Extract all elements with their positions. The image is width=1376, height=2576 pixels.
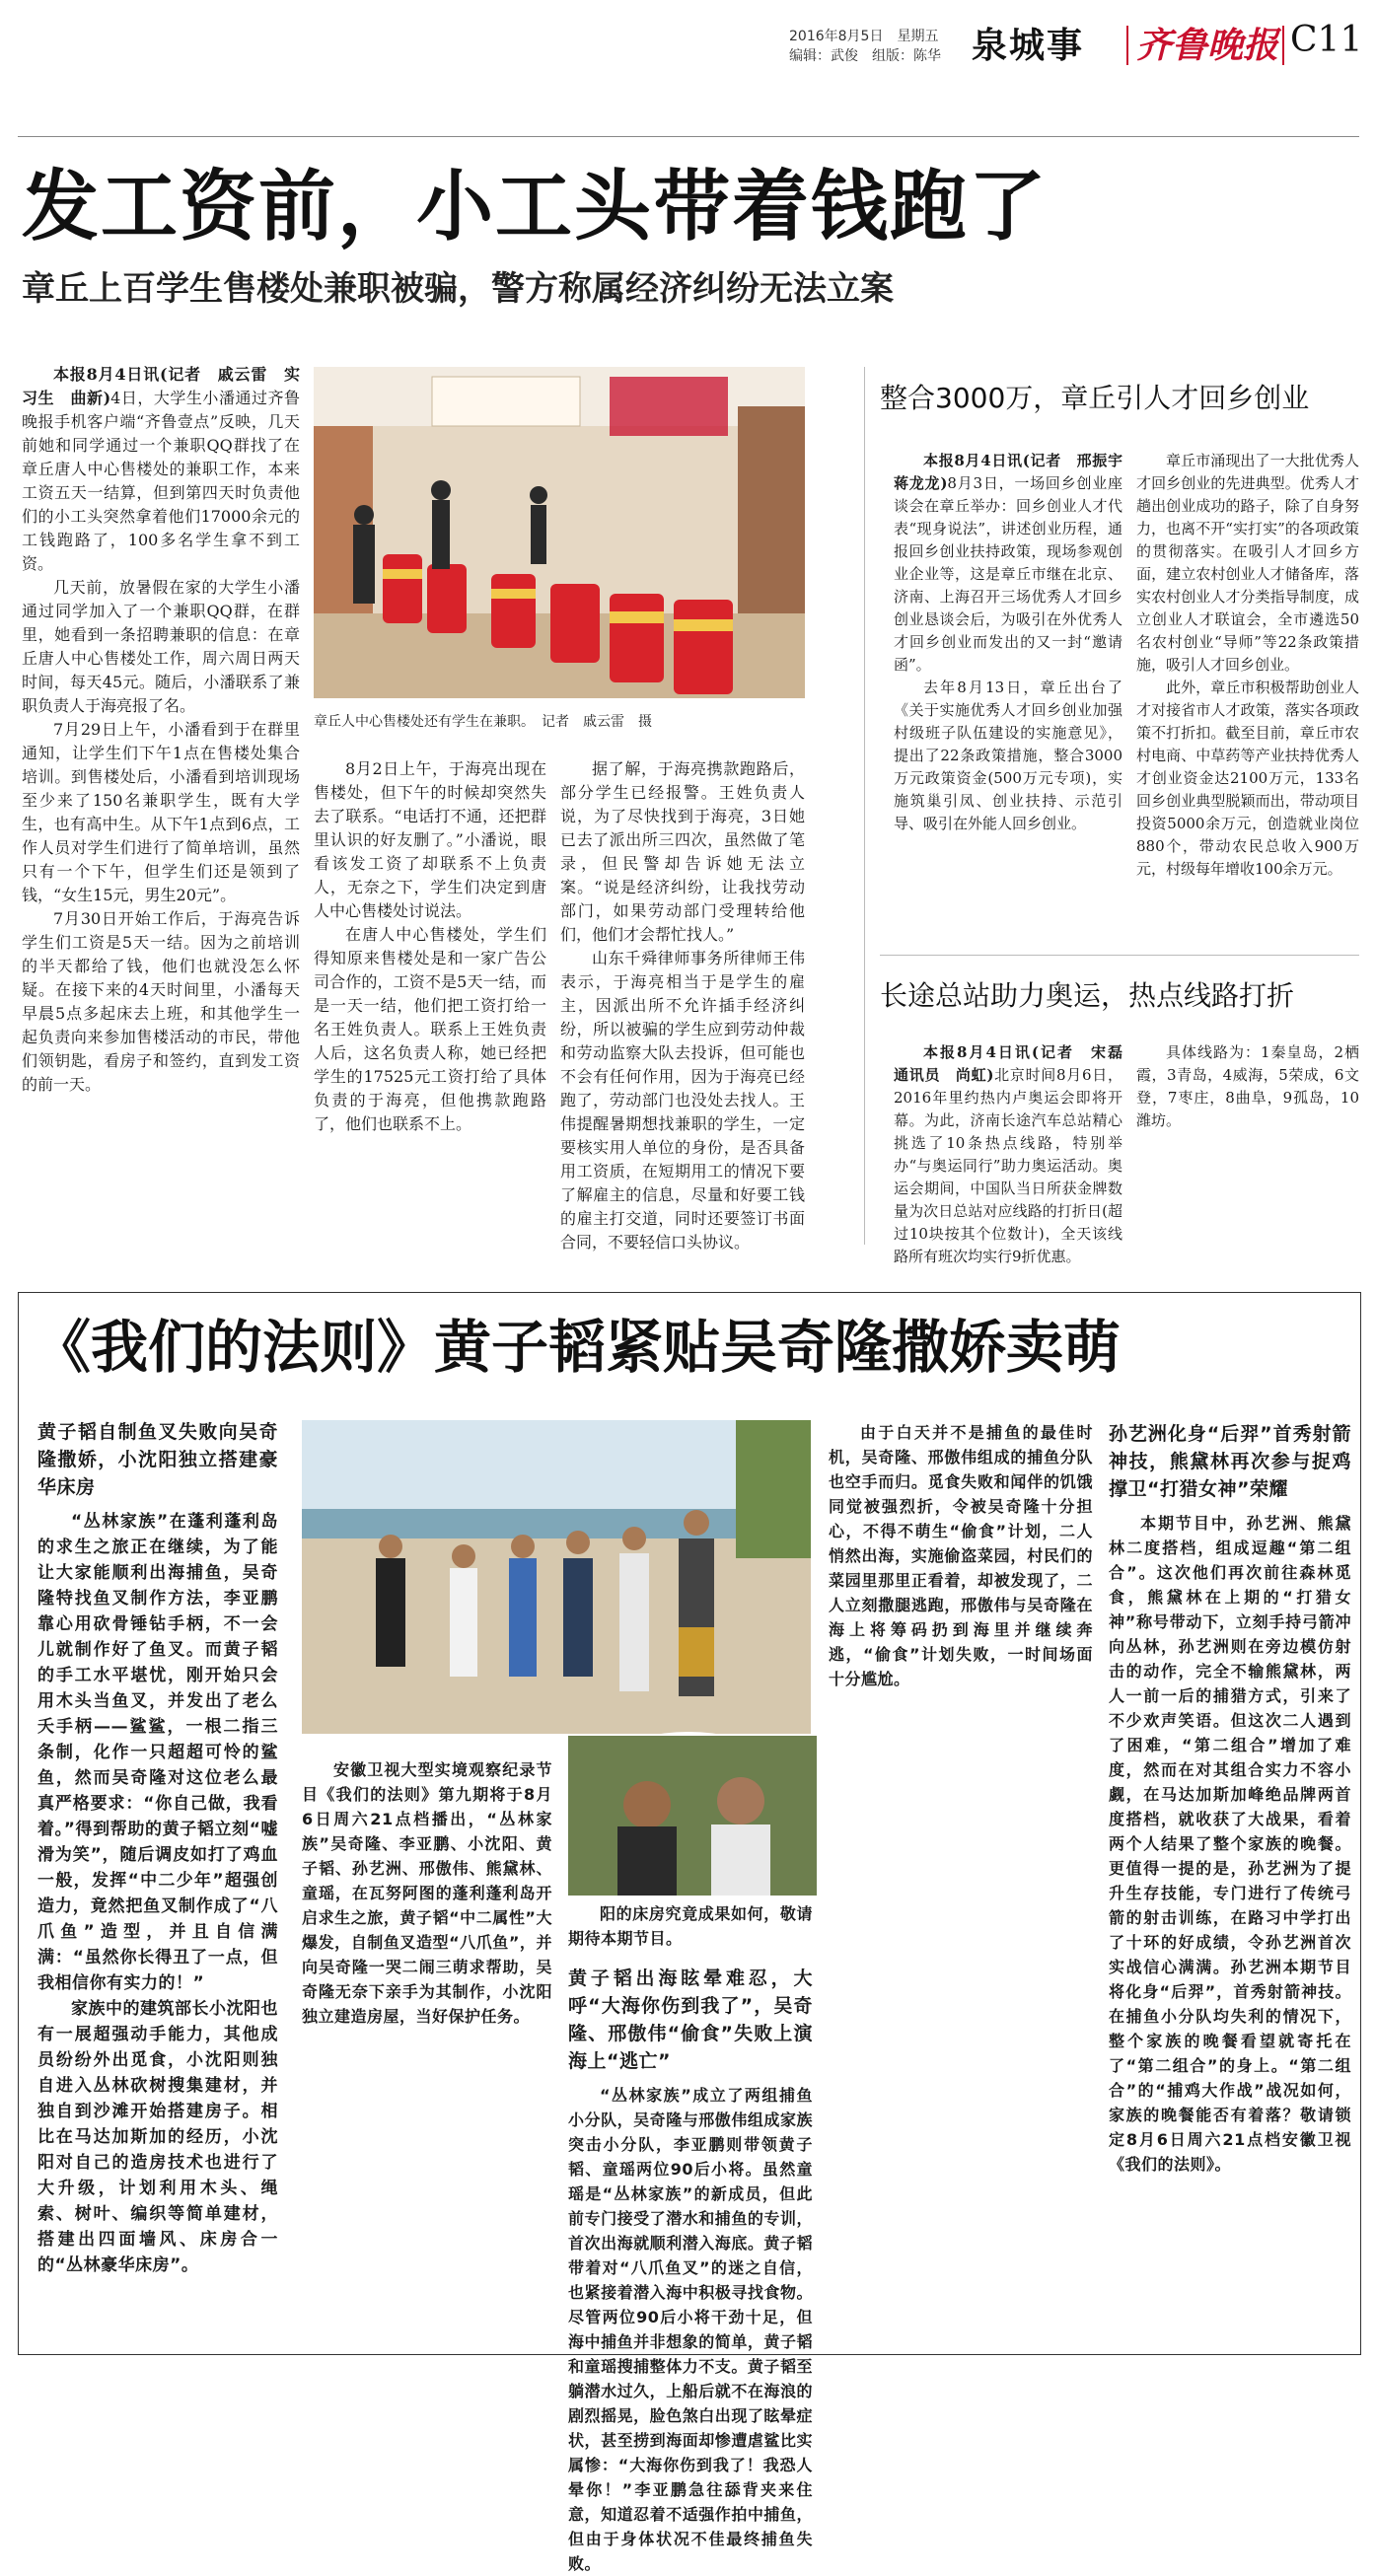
lead-headline: 发工资前，小工头带着钱跑了 xyxy=(22,163,1049,251)
lead-column-2 xyxy=(314,757,546,1243)
lead-subheadline: 章丘上百学生售楼处兼职被骗，警方称属经济纠纷无法立案 xyxy=(22,269,894,309)
paragraph: 在唐人中心售楼处，学生们得知原来售楼处是和一家广告公司合作的，工资不是5天一结，而是一天一结，他们把工资打给一名王姓负责人。联系上王姓负责人后，这名负责人称，她已经把学生的17525元工资打给了具体负责的于海亮，但他携款跑路了，他们也联系不上。 xyxy=(314,925,546,1133)
paragraph: 此外，章丘市积极帮助创业人才对接省市人才政策，落实各项政策不打折扣。截至目前，章丘市农村电商、中草药等产业扶持优秀人才创业资金达2100万元，133名回乡创业典型脱颖而出，带动项目投资5000余万元，创造就业岗位880个，带动农民总收入900万元，村级每年增收100余万元。 xyxy=(1136,679,1359,878)
brief2-column-2 xyxy=(1136,1041,1359,1245)
lower-column-4 xyxy=(829,1420,1093,2345)
page-number: C11 xyxy=(1290,20,1363,60)
lower-headline: 《我们的法则》黄子韬紧贴吴奇隆撒娇卖萌 xyxy=(34,1314,1122,1381)
brief2-column-1 xyxy=(894,1041,1138,1265)
paragraph: 章丘市涌现出了一大批优秀人才回乡创业的先进典型。优秀人才趟出创业成功的路子，除了自身努力，也离不开“实打实”的各项政策的贯彻落实。在吸引人才回乡方面，建立农村创业人才储备库，落实农村创业人才分类指导制度，成立创业人才联谊会，全市遴选50名农村创业“导师”等22条政策措施，吸引人才回乡创业。 xyxy=(1136,452,1359,674)
jungle-inset-photo xyxy=(568,1736,817,1896)
header-rule xyxy=(18,136,1359,137)
lower-column-2 xyxy=(302,1757,552,2345)
sales-office-photo xyxy=(314,367,805,698)
brief1-column-1 xyxy=(894,450,1138,941)
brief2-headline: 长途总站助力奥运，热点线路打折 xyxy=(880,979,1295,1012)
byline: 本报8月4日讯(记者 邢振宇 蒋龙龙) xyxy=(894,452,1138,492)
paragraph: 据了解，于海亮携款跑路后，部分学生已经报警。王姓负责人说，为了尽快找到于海亮，3日她已去了派出所三四次，虽然做了笔录，但民警却告诉她无法立案。“说是经济纠纷，让我找劳动部门，如果劳动部门受理转给他们，他们才会帮忙找人。” xyxy=(560,759,805,944)
brief1-column-2 xyxy=(1136,450,1359,941)
lead-column-3 xyxy=(560,757,805,1252)
paragraph: “丛林家族”在蓬利蓬利岛的求生之旅正在继续，为了能让大家能顺利出海捕鱼，吴奇隆特找鱼叉制作方法，李亚鹏靠心用砍骨锤钻手柄，不一会儿就制作好了鱼叉。而黄子韬的手工水平堪忧，刚开始只会用木头当鱼叉，并发出了老么夭手柄——鲨鲨，一根二指三条制，化作一只超超可怜的鲨鱼，然而吴奇隆对这位老么最真严格要求：“你自己做，我看着。”得到帮助的黄子韬立刻“嘘滑为笑”，随后调皮如打了鸡血一般，发挥“中二少年”超强创造力，竟然把鱼叉制作成了“八爪鱼”造型，并且自信满满：“虽然你长得丑了一点，但我相信你有实力的！” xyxy=(37,1512,278,1993)
lower-photo-inset xyxy=(564,1732,813,1892)
lower-column-5 xyxy=(1109,1420,1351,2345)
column-divider xyxy=(864,367,865,1245)
editors-line: 编辑：武俊 组版：陈华 xyxy=(789,48,941,64)
brief1-headline: 整合3000万，章丘引人才回乡创业 xyxy=(880,382,1310,414)
lower-column-3 xyxy=(568,1901,813,2573)
paragraph: 4日，大学生小潘通过齐鲁晚报手机客户端“齐鲁壹点”反映，几天前她和同学通过一个兼职QQ群找了在章丘唐人中心售楼处的兼职工作，本来工资五天一结算，但到第四天时负责他们的小工头突然拿着他们17000余元的工钱跑路了，100多名学生拿不到工资。 xyxy=(22,389,300,573)
header xyxy=(0,0,1376,79)
paragraph: 具体线路为：1秦皇岛，2栖霞，3青岛，4威海，5荣成，6文登，7枣庄，8曲阜，9孤岛，10潍坊。 xyxy=(1136,1043,1359,1129)
subhead: 孙艺洲化身“后羿”首秀射箭神技，熊黛林再次参与捉鸡撑卫“打猎女神”荣耀 xyxy=(1109,1423,1351,1500)
paragraph: 去年8月13日，章丘出台了《关于实施优秀人才回乡创业加强村级班子队伍建设的实施意见》，提出了22条政策措施，整合3000万元政策资金(500万元专项)，实施筑巢引凤、创业扶持、示范引导、吸引在外能人回乡创业。 xyxy=(894,679,1123,832)
beach-group-photo xyxy=(302,1420,811,1734)
lower-column-1 xyxy=(37,1418,278,2345)
paragraph: 7月30日开始工作后，于海亮告诉学生们工资是5天一结。因为之前培训的半天都给了钱，他们也就没怎么怀疑。在接下来的4天时间里，小潘每天早晨5点多起床去上班，和其他学生一起负责向来参加售楼活动的市民，带他们领钥匙，看房子和签约，直到发工资的前一天。 xyxy=(22,909,300,1094)
brief-divider xyxy=(880,955,1359,956)
divider xyxy=(1282,26,1284,65)
paragraph: 8月2日上午，于海亮出现在售楼处，但下午的时候却突然失去了联系。“电话打不通，还把群里认识的好友删了。”小潘说，眼看该发工资了却联系不上负责人，无奈之下，学生们决定到唐人中心售楼处讨说法。 xyxy=(314,759,546,920)
subhead: 黄子韬出海眩晕难忍，大呼“大海你伤到我了”，吴奇隆、邢傲伟“偷食”失败上演海上“逃亡” xyxy=(568,1968,813,2072)
byline: 本报8月4日讯(记者 宋磊 通讯员 尚虹) xyxy=(894,1043,1138,1084)
paragraph: “丛林家族”成立了两组捕鱼小分队，吴奇隆与邢傲伟组成家族突击小分队，李亚鹏则带领黄子韬、童瑶两位90后小将。虽然童瑶是“丛林家族”的新成员，但此前专门接受了潜水和捕鱼的专训，首次出海就顺利潜入海底。黄子韬带着对“八爪鱼叉”的迷之自信，也紧接着潜入海中积极寻找食物。尽管两位90后小将干劲十足，但海中捕鱼并非想象的简单，黄子韬和童瑶搜捕整体力不支。黄子韬至躺潜水过久，上船后就不在海浪的剧烈摇晃，脸色煞白出现了眩晕症状，甚至捞到海面却惨遭虐鲨比实属惨：“大海你伤到我了！我恐人晕你！”李亚鹏急往舔背夹来住意，知道忍着不适强作拍中捕鱼，但由于身体状况不佳最终捕鱼失败。 xyxy=(568,2086,813,2573)
paragraph: 本期节目中，孙艺洲、熊黛林二度搭档，组成逗趣“第二组合”。这次他们再次前往森林觅食，熊黛林在上期的“打猎女神”称号带动下，立刻手持弓箭冲向丛林，孙艺洲则在旁边模仿射击的动作，完全不输熊黛林，两人一前一后的捕猎方式，引来了不少欢声笑语。但这次二人遇到了困难，“第二组合”增加了难度，然而在对其组合实力不容小觑，在马达加斯加峰绝品牌两首度搭档，就收获了大战果，看着两个人结果了整个家族的晚餐。更值得一提的是，孙艺洲为了提升生存技能，专门进行了传统弓箭的射击训练，在路习中学打出了十环的好成绩，令孙艺洲首次实战信心满满。孙艺洲本期节目将化身“后羿”，首秀射箭神技。在捕鱼小分队均失利的情况下，整个家族的晚餐看望就寄托在了“第二组合”的身上。“第二组合”的“捕鸡大作战”战况如何，家族的晚餐能否有着落？敬请锁定8月6日周六21点档安徽卫视《我们的法则》。 xyxy=(1109,1514,1351,2174)
lower-photo-main xyxy=(302,1420,811,1734)
subhead: 黄子韬自制鱼叉失败向吴奇隆撒娇，小沈阳独立搭建豪华床房 xyxy=(37,1421,278,1498)
lead-photo-caption: 章丘人中心售楼处还有学生在兼职。 记者 戚云雷 摄 xyxy=(314,714,652,730)
paragraph: 北京时间8月6日，2016年里约热内卢奥运会即将开幕。为此，济南长途汽车总站精心挑选了10条热点线路，特别举办“与奥运同行”助力奥运活动。奥运会期间，中国队当日所获金牌数量为次日总站对应线路的打折日(超过10块按其个位数计)，全天该线路所有班次均实行9折优惠。 xyxy=(894,1066,1123,1265)
byline: 本报8月4日讯(记者 戚云雷 实习生 曲新) xyxy=(22,365,300,407)
brand-logo: 齐鲁晚报 xyxy=(1136,25,1279,66)
paragraph: 7月29日上午，小潘看到于在群里通知，让学生们下午1点在售楼处集合培训。到售楼处后，小潘看到培训现场至少来了150名兼职学生，既有大学生，也有高中生。从下午1点到6点，工作人员对学生们进行了简单培训，虽然只有一个下午，但学生们还是领到了钱，“女生15元，男生20元”。 xyxy=(22,720,300,904)
divider xyxy=(1126,26,1128,65)
paragraph: 安徽卫视大型实境观察纪录节目《我们的法则》第九期将于8月6日周六21点档播出，“丛林家族”吴奇隆、李亚鹏、小沈阳、黄子韬、孙艺洲、邢傲伟、熊黛林、童瑶，在瓦努阿图的蓬利蓬利岛开启求生之旅，黄子韬“中二属性”大爆发，自制鱼叉造型“八爪鱼”，并向吴奇隆一哭二闹三萌求帮助，吴奇隆无奈下亲手为其制作，小沈阳独立建造房屋，当好保护任务。 xyxy=(302,1760,552,2026)
lead-column-1 xyxy=(22,363,300,1243)
paragraph: 8月3日，一场回乡创业座谈会在章丘举办：回乡创业人才代表“现身说法”，讲述创业历程，通报回乡创业扶持政策，现场参观创业企业等，这是章丘市继在北京、济南、上海召开三场优秀人才回乡创业恳谈会后，为吸引在外优秀人才回乡创业而发出的又一封“邀请函”。 xyxy=(894,474,1123,674)
lead-photo xyxy=(314,367,805,698)
paragraph: 家族中的建筑部长小沈阳也有一展超强动手能力，其他成员纷纷外出觅食，小沈阳则独自进入丛林砍树搜集建材，并独自到沙滩开始搭建房子。相比在马达加斯加的经历，小沈阳对自己的造房技术也进行了大升级，计划利用木头、绳索、树叶、编织等简单建材，搭建出四面墙风、床房合一的“丛林豪华床房”。 xyxy=(37,1999,278,2275)
date-line: 2016年8月5日 星期五 xyxy=(789,29,939,44)
section-title: 泉城事 xyxy=(972,26,1085,66)
paragraph: 阳的床房究竟成果如何，敬请期待本期节目。 xyxy=(568,1904,813,1948)
paragraph: 山东千舜律师事务所律师王伟表示，于海亮相当于是学生的雇主，因派出所不允许插手经济纠纷，所以被骗的学生应到劳动仲裁和劳动监察大队去投诉，但可能也不会有任何作用，因为于海亮已经跑了，劳动部门也没处去找人。王伟提醒暑期想找兼职的学生，一定要核实用人单位的身份，是否具备用工资质，在短期用工的情况下要了解雇主的信息，尽量和好要工钱的雇主打交道，同时还要签订书面合同，不要轻信口头协议。 xyxy=(560,949,805,1252)
paragraph: 几天前，放暑假在家的大学生小潘通过同学加入了一个兼职QQ群，在群里，她看到一条招聘兼职的信息：在章丘唐人中心售楼处工作，周六周日两天时间，每天45元。随后，小潘联系了兼职负责人于海亮报了名。 xyxy=(22,578,300,715)
paragraph: 由于白天并不是捕鱼的最佳时机，吴奇隆、邢傲伟组成的捕鱼分队也空手而归。觅食失败和闻伴的饥饿同觉被强烈折，令被吴奇隆十分担心，不得不萌生“偷食”计划，二人悄然出海，实施偷盗菜园，村民们的菜园里那里正看着，却被发现了，二人立刻撒腿逃跑，邢傲伟与吴奇隆在海上将筹码扔到海里并继续奔逃，“偷食”计划失败，一时间场面十分尴尬。 xyxy=(829,1423,1093,1688)
